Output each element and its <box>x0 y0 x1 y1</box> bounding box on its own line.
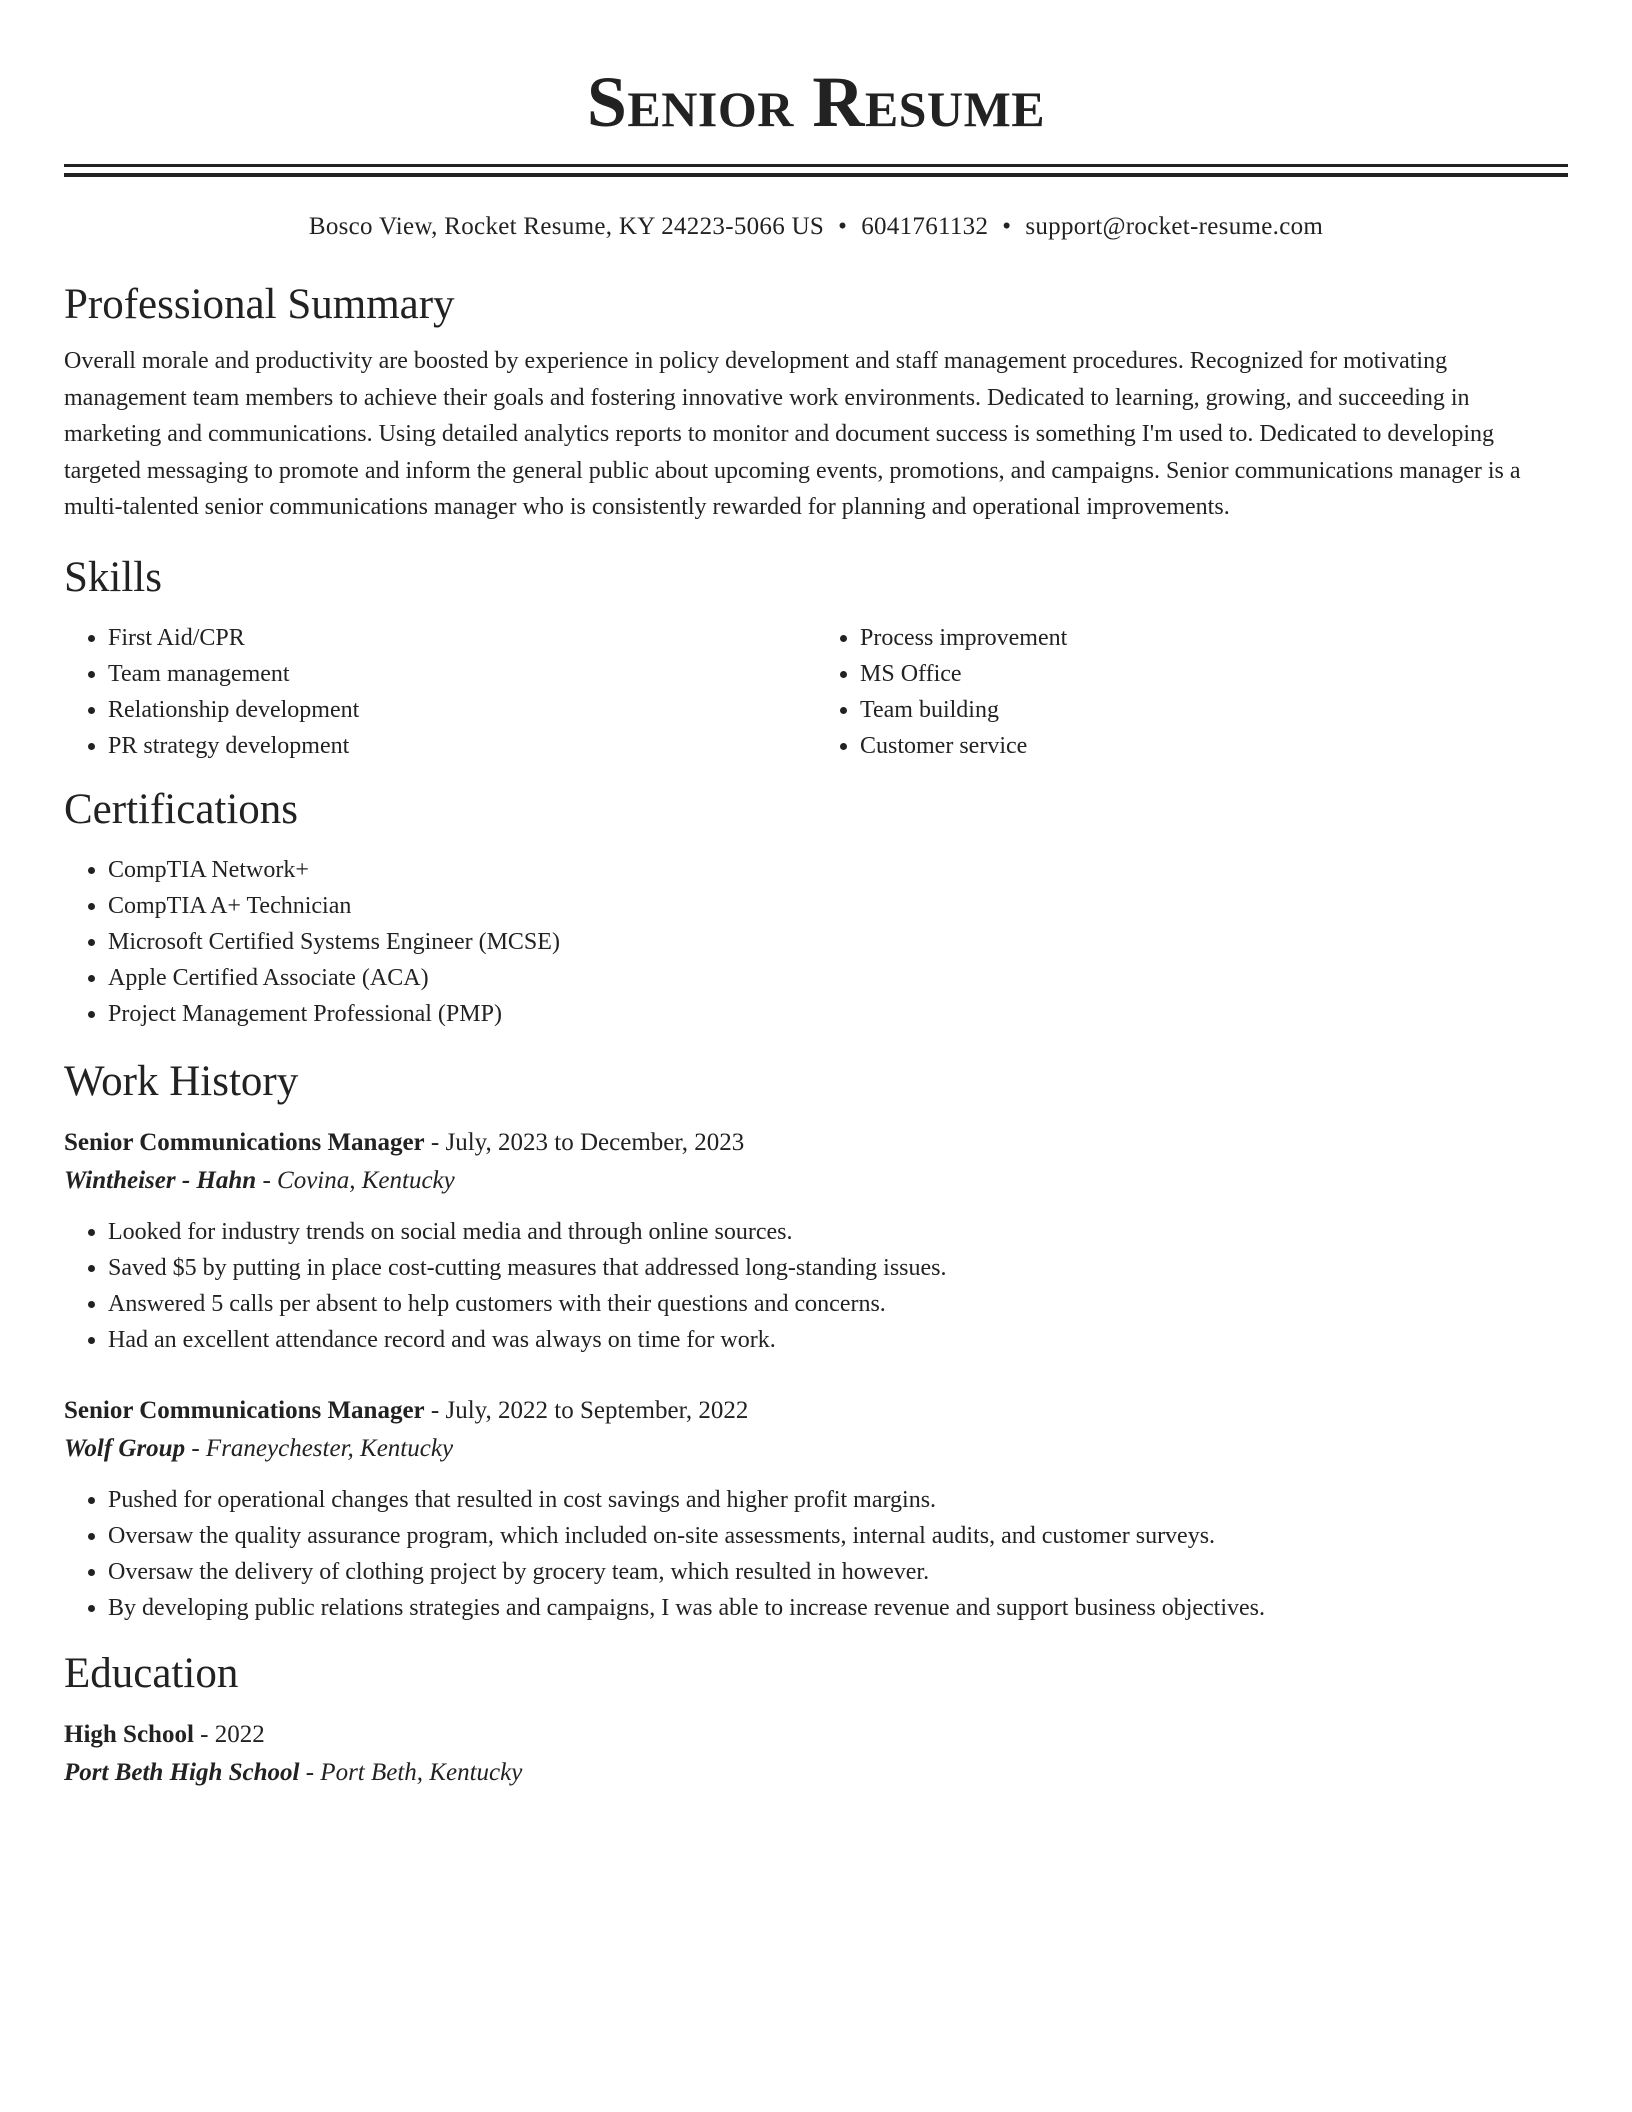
certification-item: • Apple Certified Associate (ACA) <box>108 960 1568 996</box>
skill-item: • PR strategy development <box>108 728 816 764</box>
job-dates: - July, 2023 to December, 2023 <box>424 1128 745 1156</box>
education-year: - 2022 <box>193 1720 265 1748</box>
contact-separator: • <box>1002 213 1012 240</box>
resume-name: Senior Resume <box>586 62 1046 142</box>
job-company: Wintheiser - Hahn <box>64 1166 257 1194</box>
summary-text: Overall morale and productivity are boosted by experience in policy development and staff management procedures. Recognized for motivating management team members to achieve their goals and fostering innovative work environments. Dedicated to learning, growing, and succeeding in marketing and communications. Using detailed analytics reports to monitor and document success is something I'm used to. Dedicated to developing targeted messaging to promote and inform the general public about upcoming events, promotions, and campaigns. Senior communications manager is a multi-talented senior communications manager who is consistently rewarded for planning and operational improvements. <box>64 348 1521 520</box>
skill-item: • Process improvement <box>860 620 1568 656</box>
job-title: Senior Communications Manager <box>64 1396 425 1424</box>
job-dates: - July, 2022 to September, 2022 <box>424 1396 749 1424</box>
education-heading: Education <box>64 1649 239 1697</box>
contact-line <box>64 211 1568 243</box>
education-degree: High School <box>64 1720 194 1748</box>
skills-columns <box>64 620 1568 764</box>
job-bullet: • Oversaw the quality assurance program, which included on-site assessments, internal audits, and customer surveys. <box>108 1518 1568 1554</box>
job-company: Wolf Group <box>64 1434 186 1462</box>
skill-item: • Team building <box>860 692 1568 728</box>
summary-heading: Professional Summary <box>64 281 455 328</box>
certification-item: • Microsoft Certified Systems Engineer (MCSE) <box>108 924 1568 960</box>
job-bullet: • Looked for industry trends on social media and through online sources. <box>108 1214 1568 1250</box>
skills-list-right <box>816 620 1568 764</box>
work-history-heading: Work History <box>64 1057 299 1105</box>
skill-item: • MS Office <box>860 656 1568 692</box>
certification-item: • Project Management Professional (PMP) <box>108 996 1568 1032</box>
job-entry <box>64 1124 1568 1358</box>
skill-item: • First Aid/CPR <box>108 620 816 656</box>
skills-list-left <box>64 620 816 764</box>
job-company-line <box>64 1430 1568 1468</box>
education-location: - Port Beth, Kentucky <box>299 1758 523 1786</box>
header-rule-top <box>64 164 1568 167</box>
education-degree-line <box>64 1716 1568 1754</box>
job-title-line <box>64 1124 1568 1162</box>
job-location: - Covina, Kentucky <box>256 1166 455 1194</box>
job-location: - Franeychester, Kentucky <box>185 1434 454 1462</box>
job-bullet: • Answered 5 calls per absent to help customers with their questions and concerns. <box>108 1286 1568 1322</box>
job-bullet: • Saved $5 by putting in place cost-cutting measures that addressed long-standing issues. <box>108 1250 1568 1286</box>
skill-item: • Relationship development <box>108 692 816 728</box>
job-bullets <box>64 1482 1568 1626</box>
certification-item: • CompTIA Network+ <box>108 852 1568 888</box>
job-bullet: • Pushed for operational changes that resulted in cost savings and higher profit margins. <box>108 1482 1568 1518</box>
contact-separator: • <box>838 213 848 240</box>
job-bullet: • Had an excellent attendance record and was always on time for work. <box>108 1322 1568 1358</box>
job-entry <box>64 1392 1568 1626</box>
contact-phone: 6041761132 <box>861 213 989 240</box>
skill-item: • Team management <box>108 656 816 692</box>
job-title-line <box>64 1392 1568 1430</box>
header-rule-bottom <box>64 173 1568 177</box>
job-bullet: • By developing public relations strategies and campaigns, I was able to increase revenue and support business objectives. <box>108 1590 1568 1626</box>
certification-item: • CompTIA A+ Technician <box>108 888 1568 924</box>
job-bullet: • Oversaw the delivery of clothing project by grocery team, which resulted in however. <box>108 1554 1568 1590</box>
job-bullets <box>64 1214 1568 1358</box>
job-company-line <box>64 1162 1568 1200</box>
certifications-heading: Certifications <box>64 785 299 833</box>
skills-heading: Skills <box>64 553 162 601</box>
certifications-list <box>64 852 1568 1032</box>
contact-address: Bosco View, Rocket Resume, KY 24223-5066 US <box>308 213 825 240</box>
education-school-line <box>64 1754 1568 1792</box>
job-title: Senior Communications Manager <box>64 1128 425 1156</box>
skill-item: • Customer service <box>860 728 1568 764</box>
education-school: Port Beth High School <box>64 1758 300 1786</box>
contact-email: support@rocket-resume.com <box>1025 213 1324 240</box>
